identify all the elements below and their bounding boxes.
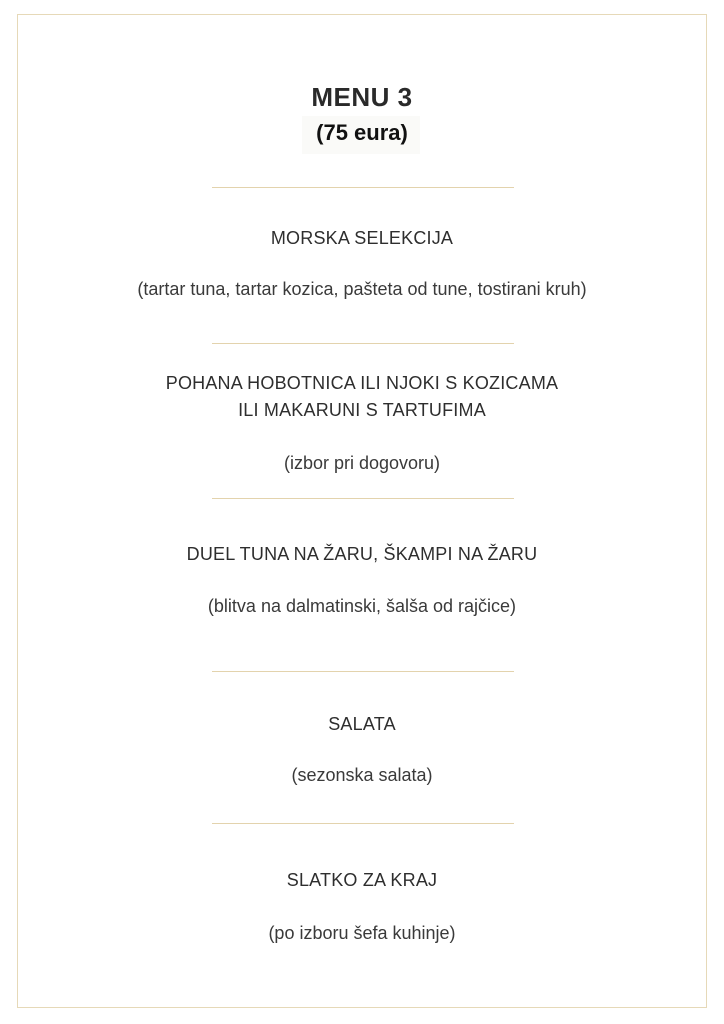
divider [212, 187, 514, 188]
course-name: SALATA [328, 714, 396, 734]
divider [212, 498, 514, 499]
course-name-line-2: ILI MAKARUNI S TARTUFIMA [238, 400, 486, 420]
course-description: (po izboru šefa kuhinje) [268, 923, 456, 943]
divider [212, 671, 514, 672]
page-border [17, 14, 707, 1008]
course-description: (sezonska salata) [291, 765, 433, 785]
course-description: (blitva na dalmatinski, šalša od rajčice) [207, 596, 517, 616]
course-name-line-1: POHANA HOBOTNICA ILI NJOKI S KOZICAMA [165, 373, 559, 393]
menu-title: MENU 3 [311, 82, 413, 112]
course-name: DUEL TUNA NA ŽARU, ŠKAMPI NA ŽARU [186, 544, 538, 564]
divider [212, 343, 514, 344]
divider [212, 823, 514, 824]
course-name: SLATKO ZA KRAJ [286, 870, 438, 890]
course-description: (izbor pri dogovoru) [283, 453, 441, 473]
course-description: (tartar tuna, tartar kozica, pašteta od tune, tostirani kruh) [137, 279, 587, 299]
menu-price: (75 eura) [316, 120, 408, 145]
course-name: MORSKA SELEKCIJA [270, 228, 454, 248]
